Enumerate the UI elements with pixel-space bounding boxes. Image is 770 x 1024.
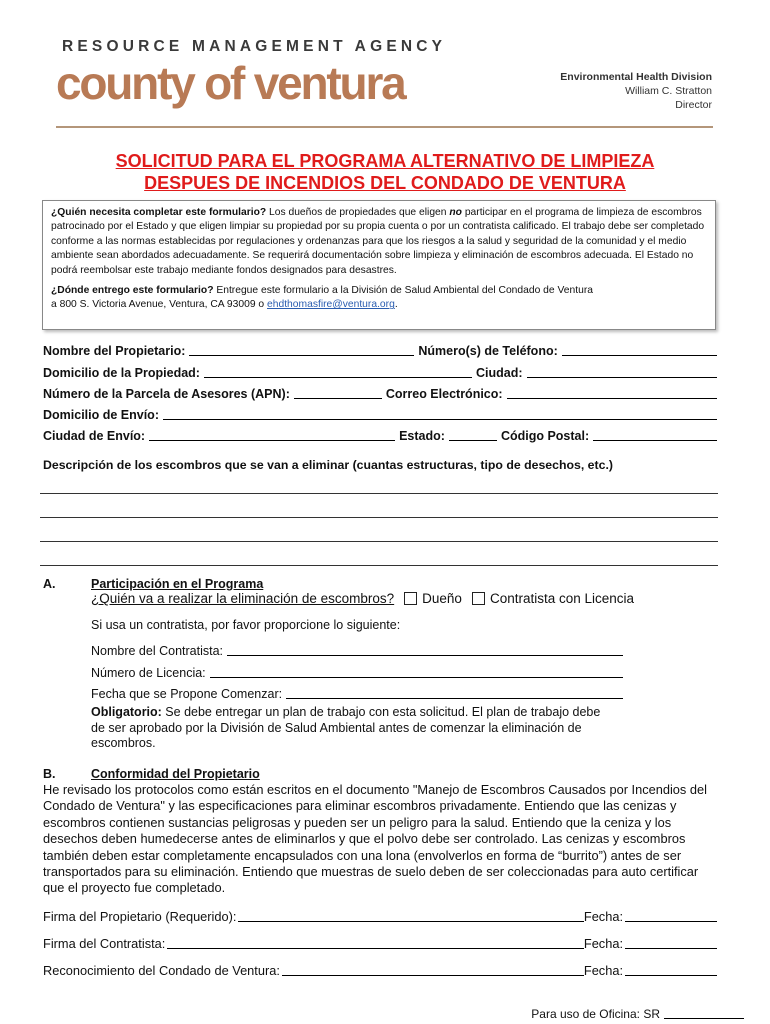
email-label: Correo Electrónico:: [385, 387, 503, 401]
owner-date-field[interactable]: [625, 908, 717, 922]
division-name: Environmental Health Division: [560, 71, 712, 83]
owner-name-label: Nombre del Propietario:: [43, 344, 186, 358]
start-date-label: Fecha que se Propone Comenzar:: [91, 687, 283, 701]
division-block: [560, 70, 712, 112]
description-line-1[interactable]: [40, 493, 718, 494]
start-date-row: [91, 684, 623, 701]
county-date-field[interactable]: [625, 962, 717, 976]
description-label: Descripción de los escombros que se van a eliminar (cuantas estructuras, tipo de desechos, etc.): [43, 458, 613, 472]
required-label: Obligatorio:: [91, 705, 162, 719]
contractor-date-label: Fecha:: [583, 936, 623, 951]
where-question: ¿Dónde entrego este formulario?: [51, 285, 214, 297]
row-mailing-address: [43, 404, 717, 422]
section-a-question: ¿Quién va a realizar la eliminación de escombros?: [91, 591, 395, 606]
header-divider: [56, 126, 713, 128]
apn-field[interactable]: [294, 385, 382, 399]
contractor-date-field[interactable]: [625, 935, 717, 949]
zip-label: Código Postal:: [500, 429, 590, 443]
where-end: .: [394, 299, 398, 311]
where-paragraph: [51, 284, 707, 313]
owner-signature-row: [43, 906, 717, 924]
property-address-label: Domicilio de la Propiedad:: [43, 366, 200, 380]
contractor-name-field[interactable]: [227, 642, 623, 656]
director-name: William C. Stratton: [625, 85, 712, 97]
contractor-name-label: Nombre del Contratista:: [91, 644, 224, 658]
county-ack-field[interactable]: [282, 962, 584, 976]
license-number-field[interactable]: [210, 664, 623, 678]
description-line-2[interactable]: [40, 517, 718, 518]
required-note: [91, 705, 611, 752]
contractor-prompt: Si usa un contratista, por favor proporcione lo siguiente:: [91, 618, 401, 632]
email-link[interactable]: ehdthomasfire@ventura.org: [267, 299, 395, 311]
where-address: a 800 S. Victoria Avenue, Ventura, CA 93009 o: [51, 299, 268, 311]
owner-checkbox[interactable]: [404, 592, 417, 605]
mailing-address-label: Domicilio de Envío:: [43, 408, 159, 422]
property-address-field[interactable]: [204, 364, 472, 378]
email-field[interactable]: [507, 385, 717, 399]
section-b-title: Conformidad del Propietario: [91, 767, 260, 781]
owner-option-label: Dueño: [422, 591, 462, 606]
section-b-letter: B.: [43, 767, 56, 781]
row-apn-email: [43, 383, 717, 401]
license-number-row: [91, 663, 623, 680]
office-use-field[interactable]: [664, 1005, 744, 1019]
contractor-signature-label: Firma del Contratista:: [43, 936, 166, 951]
license-number-label: Número de Licencia:: [91, 666, 206, 680]
row-property-city: [43, 362, 717, 380]
owner-signature-field[interactable]: [238, 908, 583, 922]
contractor-checkbox[interactable]: [472, 592, 485, 605]
county-ack-label: Reconocimiento del Condado de Ventura:: [43, 963, 280, 978]
section-a-title: Participación en el Programa: [91, 577, 264, 591]
county-logo: county of ventura: [56, 57, 405, 109]
section-b-body: He revisado los protocolos como están escritos en el documento "Manejo de Escombros Causados por Incendios del Condado de Ventura" y las especificaciones para eliminar escombros privadamente. Entiendo que las cenizas y escombros contienen sustancias peligrosas y pueden ser un peligro para la salud. Entiendo que la ceniza y los desechos deben humedecerse antes de eliminarlos y que el polvo debe ser controlado. Las cenizas y escombros también deben estar completamente encapsulados con una lona (envolverlos en forma de “burrito”) antes de ser transportados para su eliminación. Entiendo que muestras de suelo deben de ser coleccionadas para auto certificar que el proyecto fue completado.: [43, 782, 707, 896]
zip-field[interactable]: [593, 427, 717, 441]
office-use: [531, 1005, 744, 1021]
contractor-name-row: [91, 641, 623, 658]
apn-label: Número de la Parcela de Asesores (APN):: [43, 387, 290, 401]
mailing-city-label: Ciudad de Envío:: [43, 429, 146, 443]
phone-label: Número(s) de Teléfono:: [418, 344, 558, 358]
description-line-4[interactable]: [40, 565, 718, 566]
info-box: [42, 200, 716, 330]
owner-name-field[interactable]: [189, 342, 414, 356]
agency-name: RESOURCE MANAGEMENT AGENCY: [62, 38, 447, 55]
contractor-signature-row: [43, 933, 717, 951]
description-line-3[interactable]: [40, 541, 718, 542]
row-mailing-city: [43, 425, 717, 443]
form-title-line1: SOLICITUD PARA EL PROGRAMA ALTERNATIVO DE LIMPIEZA: [115, 151, 655, 171]
start-date-field[interactable]: [286, 685, 623, 699]
phone-field[interactable]: [562, 342, 717, 356]
who-answer-part1: Los dueños de propiedades que eligen: [266, 207, 450, 218]
section-a-question-row: [91, 591, 634, 606]
state-label: Estado:: [399, 429, 445, 443]
where-answer: Entregue este formulario a la División de Salud Ambiental del Condado de Ventura: [213, 285, 593, 297]
form-title-line2: DESPUES DE INCENDIOS DEL CONDADO DE VENTURA: [144, 173, 626, 193]
owner-date-label: Fecha:: [583, 909, 623, 924]
who-answer-no: no: [449, 207, 462, 218]
row-owner-phone: [43, 340, 717, 358]
office-use-label: Para uso de Oficina: SR: [531, 1007, 660, 1021]
mailing-address-field[interactable]: [163, 406, 717, 420]
city-label: Ciudad:: [475, 366, 523, 380]
required-text: Se debe entregar un plan de trabajo con esta solicitud. El plan de trabajo debe de ser aprobado por la División de Salud Ambiental antes de comenzar la eliminación de escombros.: [91, 705, 601, 750]
county-ack-row: [43, 960, 717, 978]
who-answer-part2: participar en el programa de limpieza de escombros patrocinado por el Estado y que eligen limpiar su propiedad por su propia cuenta o por un contratista calificado. El trabajo debe ser completado conforme a las normas establecidas por regulaciones y ordenanzas para que los riesgos a la salud y seguridad de la comunidad y el medio ambiente sean abordados adecuadamente. Se requerirá documentación sobre limpieza y eliminación de escombros adecuada. El Estado no podrá reembolsar este trabajo mediante fondos designados para desastres.: [51, 207, 705, 276]
city-field[interactable]: [527, 364, 717, 378]
contractor-signature-field[interactable]: [167, 935, 584, 949]
who-question: ¿Quién necesita completar este formulario?: [51, 207, 267, 218]
county-date-label: Fecha:: [583, 963, 623, 978]
state-field[interactable]: [449, 427, 497, 441]
director-title: Director: [675, 99, 712, 111]
who-paragraph: [51, 206, 707, 278]
mailing-city-field[interactable]: [149, 427, 395, 441]
owner-signature-label: Firma del Propietario (Requerido):: [43, 909, 237, 924]
contractor-option-label: Contratista con Licencia: [489, 591, 635, 606]
form-title: [40, 150, 730, 194]
section-a-letter: A.: [43, 577, 56, 591]
